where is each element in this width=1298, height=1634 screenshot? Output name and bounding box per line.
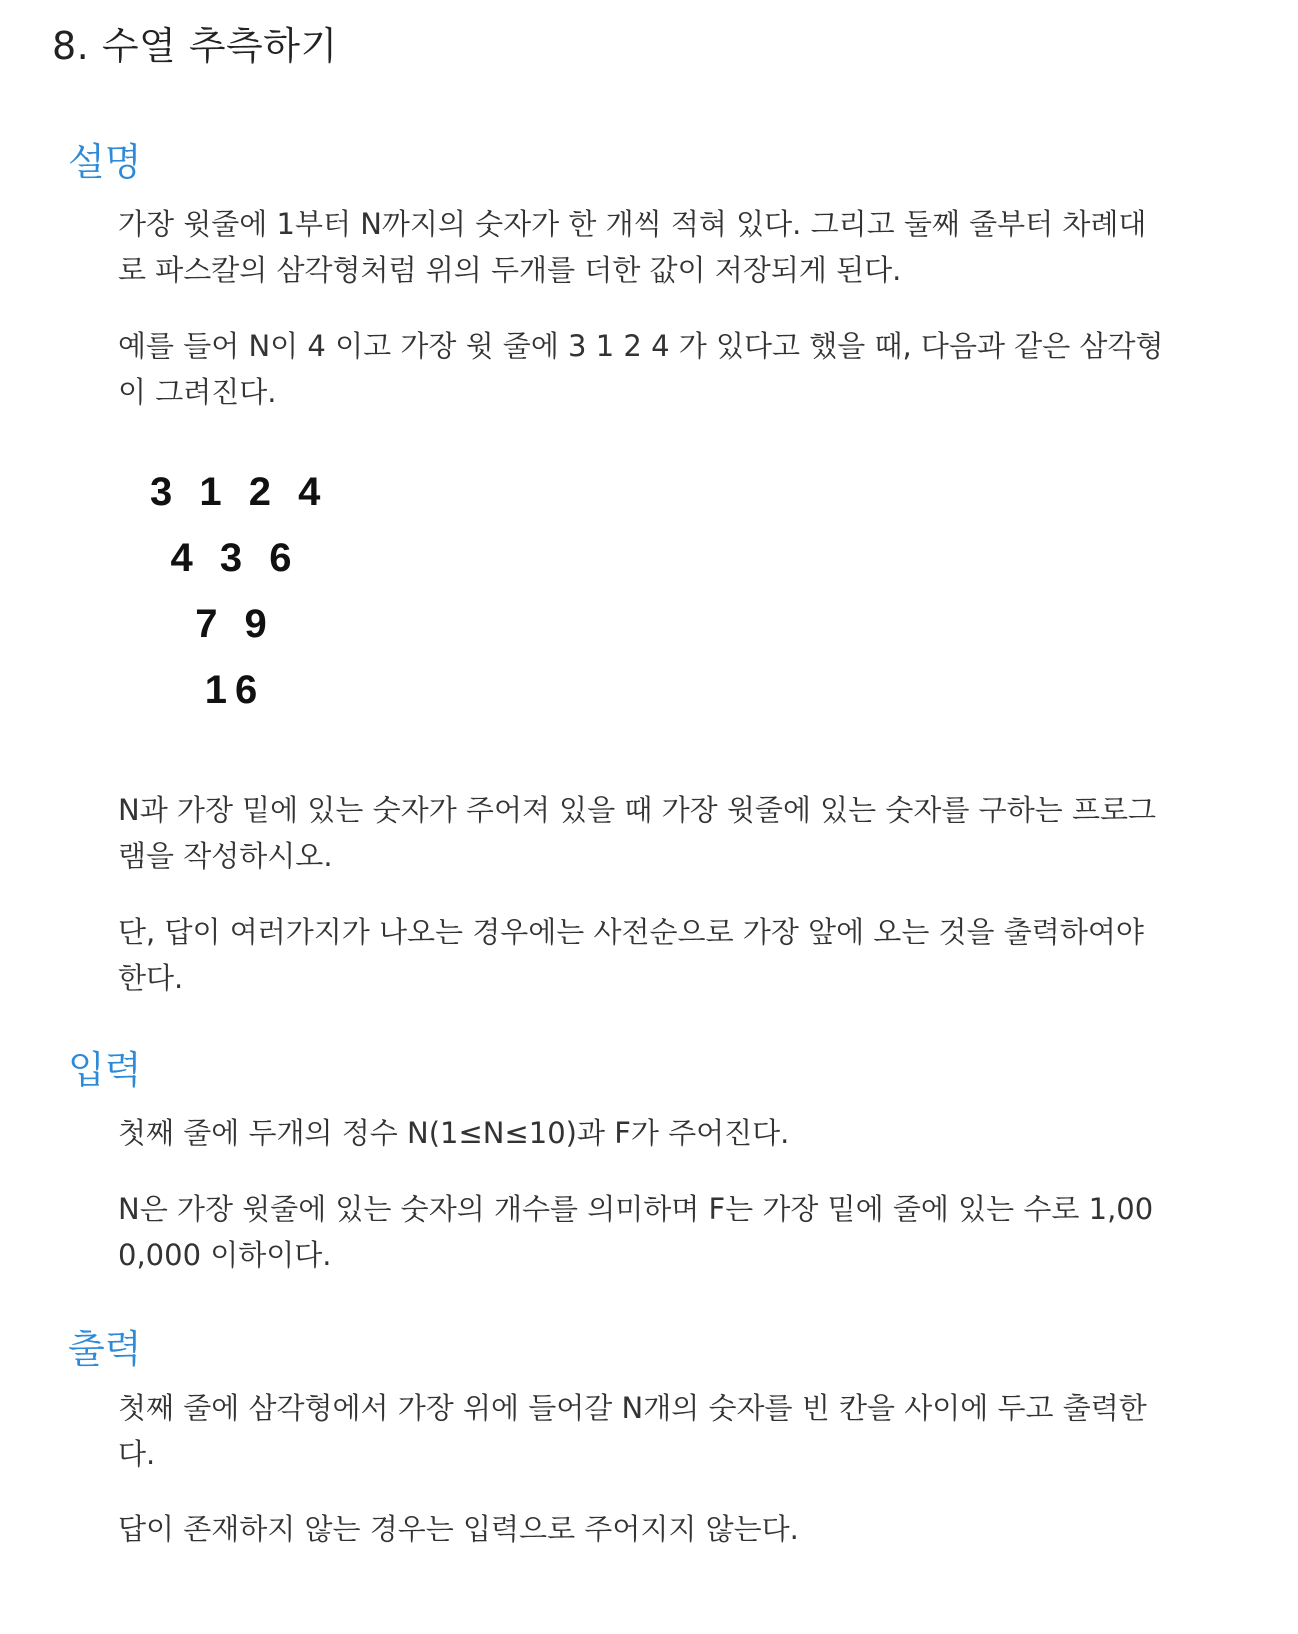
description-paragraph-4: 단, 답이 여러가지가 나오는 경우에는 사전순으로 가장 앞에 오는 것을 출력하여야 한다. [118,915,1144,995]
triangle-row-1: 3 1 2 4 [150,470,329,514]
output-paragraph-1: 첫째 줄에 삼각형에서 가장 위에 들어갈 N개의 숫자를 빈 칸을 사이에 두고 출력한다. [118,1391,1147,1471]
description-paragraph-1: 가장 윗줄에 1부터 N까지의 숫자가 한 개씩 적혀 있다. 그리고 둘째 줄부터 차례대로 파스칼의 삼각형처럼 위의 두개를 더한 값이 저장되게 된다. [118,207,1147,287]
triangle-row-3: 7 9 [195,602,275,646]
description-paragraph-3: N과 가장 밑에 있는 숫자가 주어져 있을 때 가장 윗줄에 있는 숫자를 구하는 프로그램을 작성하시오. [118,793,1156,873]
description-heading: 설명 [68,140,142,184]
output-heading: 출력 [68,1327,142,1371]
triangle-row-2: 4 3 6 [170,536,300,580]
input-paragraph-2: N은 가장 윗줄에 있는 숫자의 개수를 의미하며 F는 가장 밑에 줄에 있는 수로 1,000,000 이하이다. [118,1192,1154,1272]
input-heading: 입력 [68,1048,142,1092]
page-title: 8. 수열 추측하기 [52,24,338,68]
output-paragraph-2: 답이 존재하지 않는 경우는 입력으로 주어지지 않는다. [118,1512,799,1546]
description-paragraph-2: 예를 들어 N이 4 이고 가장 윗 줄에 3 1 2 4 가 있다고 했을 때, 다음과 같은 삼각형이 그려진다. [118,329,1164,409]
triangle-row-4: 16 [204,668,266,712]
input-paragraph-1: 첫째 줄에 두개의 정수 N(1≤N≤10)과 F가 주어진다. [118,1116,790,1150]
